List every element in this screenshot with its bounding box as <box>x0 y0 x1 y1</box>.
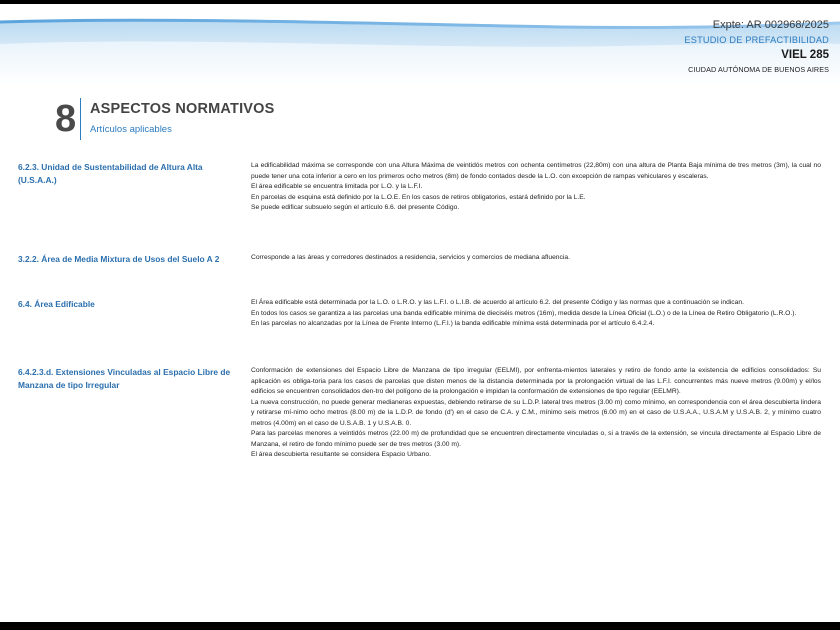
article-code: 6.2.3. Unidad de Sustentabilidad de Altura Alta (U.S.A.A.) <box>18 162 203 185</box>
study-label: ESTUDIO DE PREFACTIBILIDAD <box>684 35 829 45</box>
document-page <box>0 4 840 624</box>
article-paragraph: Se puede edificar subsuelo según el artículo 6.6. del presente Código. <box>251 204 460 211</box>
article-paragraph: Para las parcelas menores a veintidós metros (22.00 m) de profundidad que se encuentren directamente vinculadas o, si a través de la extensión, se vincula directamente al Espacio Libre de Manzana, el retiro de fondo mínimo puede ser de tres metros (3.00 m). <box>251 430 821 448</box>
article-paragraph: El área edificable se encuentra limitada por L.O. y la L.F.I. <box>251 183 423 190</box>
article-paragraph: En parcelas de esquina está definido por la L.O.E. En los casos de retiros obligatorios, estará definido por la L.E. <box>251 193 586 201</box>
article-body <box>251 366 821 461</box>
section-divider <box>80 98 81 140</box>
article-body <box>251 161 821 214</box>
expediente-number: Expte: AR 002968/2025 <box>712 19 829 31</box>
city-label: CIUDAD AUTÓNOMA DE BUENOS AIRES <box>688 65 829 74</box>
article-body <box>251 253 821 264</box>
article-paragraph: El área descubierta resultante se considera Espacio Urbano. <box>251 451 431 458</box>
article-paragraph: La nueva construcción, no puede generar medianeras expuestas, debiendo retirarse de su L.D.P. lateral tres metros (3.00 m) como mínimo, en correspondencia con el área descubierta lindera y retirarse mí-nimo ocho metros (8.00 m) de la L.D.P. de fondo (d') en el caso de C.A. y C.M., mínimo seis metros (6.00 m) en el caso de U.S.A.A., U.S.A.M y U.S.A.B. 2, y mínimo cuatro metros (4.00m) en el caso de U.S.A.B. 1 y U.S.A.B. 0. <box>251 398 821 427</box>
article-code: 6.4.2.3.d. Extensiones Vinculadas al Espacio Libre de Manzana de tipo Irregular <box>18 367 231 390</box>
article-paragraph: En todos los casos se garantiza a las parcelas una banda edificable mínima de dieciséis metros (16m), medida desde la Línea Oficial (L.O.) o de la Línea de Retiro Obligatorio (L.R.O.). <box>251 309 797 317</box>
article-paragraph: El Área edificable está determinada por la L.O. o L.R.O. y las L.F.I. o L.I.B. de acuerdo al artículo 6.2. del presente Código y las normas que a continuación se indican. <box>251 299 744 306</box>
section-number: 8 <box>55 98 77 140</box>
article-paragraph: En las parcelas no alcanzadas por la Línea de Frente Interno (L.F.I.) la banda edificable mínima está determinada por el artículo 6.4.2.4. <box>251 320 655 327</box>
article-body <box>251 298 821 330</box>
section-title: ASPECTOS NORMATIVOS <box>90 101 275 117</box>
document-header-meta <box>684 18 829 76</box>
article-paragraph: La edificabilidad máxima se corresponde con una Altura Máxima de veintidós metros con ochenta centímetros (22,80m) con una altura de Planta Baja mínima de tres metros (3m), la cual no puede tener una cota inferior a cero en los primeros ocho metros (8m) de fondo contados desde la L.O. con excepción de rampas vehiculares y escaleras. <box>251 162 821 180</box>
article-paragraph: Conformación de extensiones del Espacio Libre de Manzana de tipo irregular (EELMI), por enfrenta-mientos laterales y retiro de fondo ante la existencia de edificios consolidados: Su aplicación es obliga-toria para los casos de parcelas que disten menos de la distancia determinada por la prolongación virtual de las L.F.I. concurrentes más nueve metros (9.00m) y el/los edificios se encuentren consolidados den-tro del polígono de la prolongación e impidan la conformación de extensiones de tipo regular (EELMR). <box>251 367 821 395</box>
bottom-border <box>0 622 840 630</box>
section-subtitle: Artículos aplicables <box>90 124 172 135</box>
article-code: 6.4. Área Edificable <box>18 299 95 309</box>
property-address: VIEL 285 <box>781 49 829 61</box>
article-paragraph: Corresponde a las áreas y corredores destinados a residencia, servicios y comercios de mediana afluencia. <box>251 254 570 261</box>
article-code: 3.2.2. Área de Media Mixtura de Usos del Suelo A 2 <box>18 254 220 264</box>
